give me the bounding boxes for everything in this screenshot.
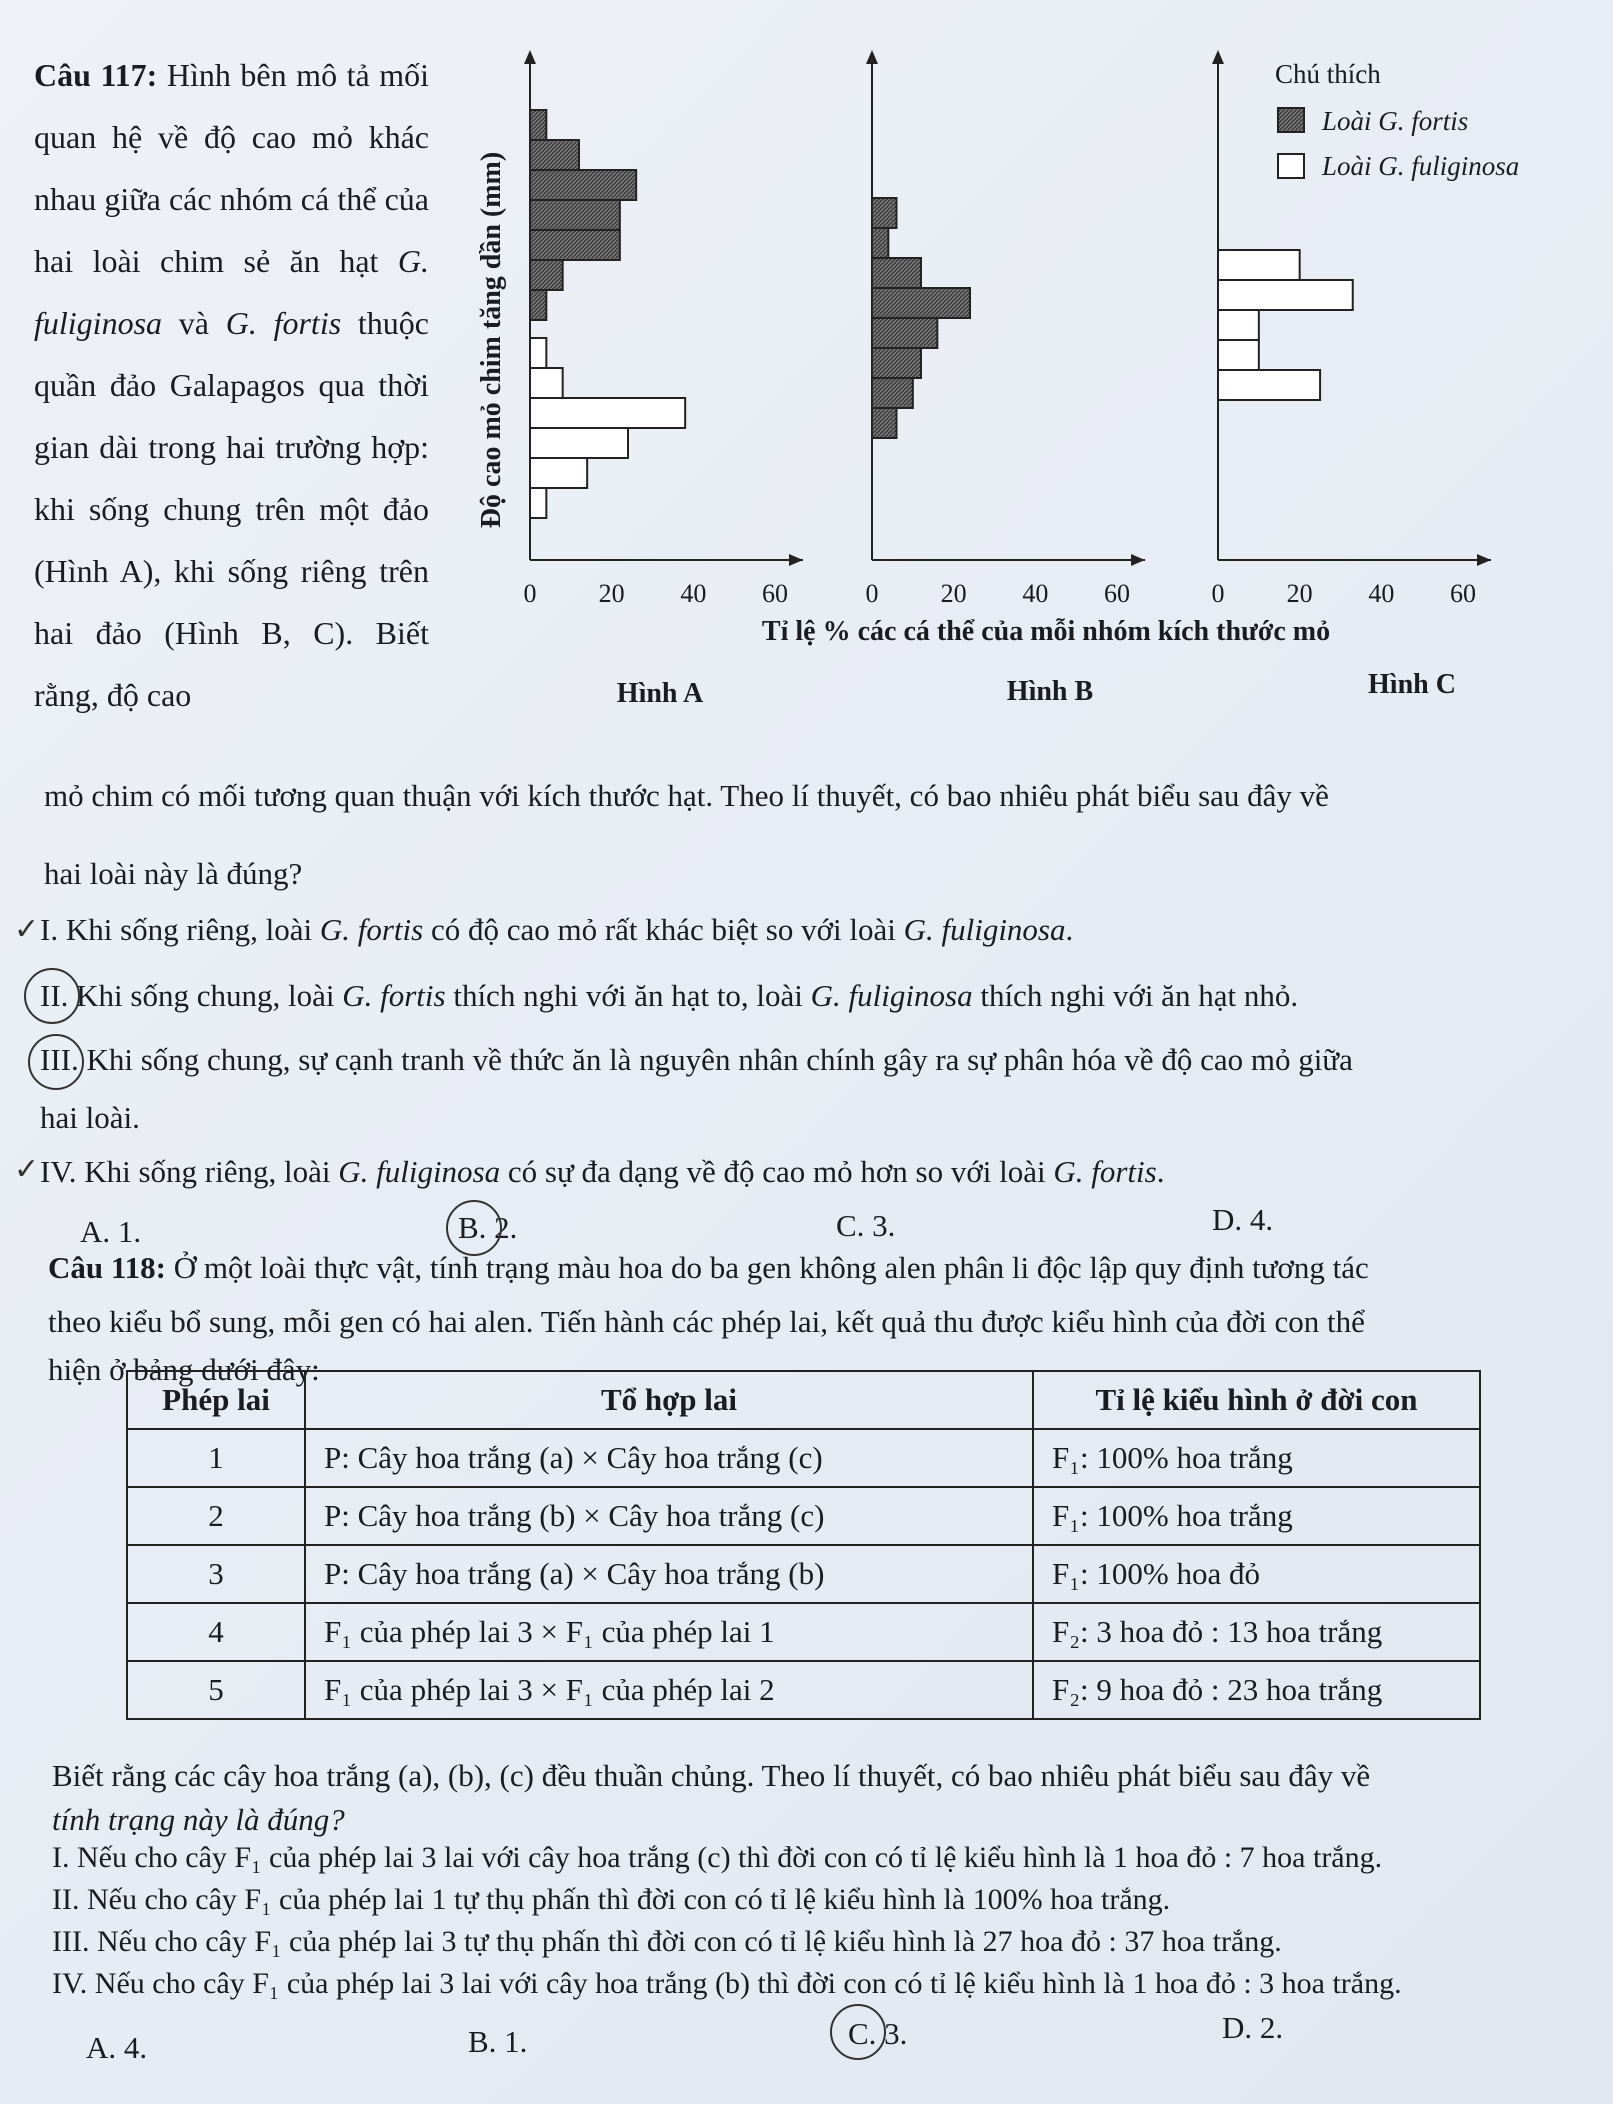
x-tick-label: 20 [598, 579, 625, 608]
histogram-bar [1218, 280, 1353, 310]
histogram-bar [530, 428, 628, 458]
x-tick-label: 40 [680, 579, 707, 608]
q117-statement-2 [40, 976, 1298, 1016]
panel-0-x-arrow [789, 554, 803, 566]
q117-s1-end: . [1065, 912, 1074, 947]
q117-s2-text: II. Khi sống chung, loài [40, 978, 343, 1013]
beak-depth-figure [440, 40, 1570, 720]
legend-label-fuliginosa: Loài G. fuliginosa [1322, 151, 1520, 181]
q118-statement-3: III. Nếu cho cây F₁ của phép lai 3 tự thụ phấn thì đời con có tỉ lệ kiểu hình là 27 hoa đỏ : 37 hoa trắng. [52, 1925, 1282, 1958]
histogram-bar [530, 170, 636, 200]
histogram-bar [530, 368, 563, 398]
table-row [127, 1603, 1480, 1661]
q118-line1 [48, 1248, 1369, 1288]
legend-swatch-fortis [1278, 108, 1304, 132]
histogram-bar [530, 488, 546, 518]
histogram-bar [1218, 340, 1259, 370]
histogram-bar [530, 140, 579, 170]
circle-mark-3 [28, 1034, 84, 1090]
q117-option-c[interactable]: C. 3. [836, 1208, 896, 1243]
x-tick-label: 40 [1368, 579, 1395, 608]
q117-intro [34, 44, 429, 726]
q117-s2-species-1: G. fortis [342, 978, 446, 1013]
table-header: Phép lai [127, 1371, 305, 1429]
panel-0-y-arrow [524, 50, 536, 64]
check-mark-4: ✓ [14, 1153, 40, 1186]
q118-option-c[interactable]: C. 3. [848, 2016, 908, 2051]
table-header: Tổ hợp lai [305, 1371, 1033, 1429]
histogram-bar [530, 260, 563, 290]
panel-1-y-arrow [866, 50, 878, 64]
q117-intro-text-2: và [162, 305, 226, 341]
table-cell: F₁: 100% hoa đỏ [1033, 1545, 1480, 1603]
q117-option-b[interactable]: B. 2. [458, 1210, 518, 1245]
beak-depth-histograms [440, 40, 1570, 720]
q118-option-a[interactable]: A. 4. [86, 2030, 148, 2065]
q118-after-2: tính trạng này là đúng? [52, 1802, 345, 1837]
table-cell: 1 [127, 1429, 305, 1487]
q118-statement-4: IV. Nếu cho cây F₁ của phép lai 3 lai với cây hoa trắng (b) thì đời con có tỉ lệ kiểu hình là 1 hoa đỏ : 3 hoa trắng. [52, 1967, 1402, 2000]
q117-option-d[interactable]: D. 4. [1212, 1202, 1274, 1237]
q118-number: Câu 118: [48, 1250, 166, 1285]
x-tick-label: 0 [865, 579, 879, 608]
histogram-bar [530, 230, 620, 260]
histogram-bar [872, 348, 921, 378]
panel-2-x-arrow [1477, 554, 1491, 566]
histogram-bar [1218, 370, 1320, 400]
legend-swatch-fuliginosa [1278, 154, 1304, 178]
table-cell: F₂: 9 hoa đỏ : 23 hoa trắng [1033, 1661, 1480, 1719]
table-cell: 3 [127, 1545, 305, 1603]
q117-s2-text-2: thích nghi với ăn hạt to, loài [445, 978, 811, 1013]
x-tick-label: 60 [762, 579, 788, 608]
circle-mark-2 [24, 968, 80, 1024]
q118-statement-1: I. Nếu cho cây F₁ của phép lai 3 lai với cây hoa trắng (c) thì đời con có tỉ lệ kiểu hình là 1 hoa đỏ : 7 hoa trắng. [52, 1841, 1383, 1874]
table-row [127, 1429, 1480, 1487]
histogram-bar [530, 338, 546, 368]
q117-species-fuliginosa: G. fuliginosa [34, 243, 429, 341]
histogram-bar [1218, 250, 1300, 280]
histogram-bar [530, 110, 546, 140]
q118-line3: hiện ở bảng dưới đây: [48, 1352, 320, 1387]
legend-title: Chú thích [1275, 59, 1381, 89]
q117-s1-species-2: G. fuliginosa [903, 912, 1066, 947]
table-cell: P: Cây hoa trắng (a) × Cây hoa trắng (b) [305, 1545, 1033, 1603]
q117-intro-end [34, 556, 42, 596]
histogram-bar [1218, 310, 1259, 340]
q117-line2: mỏ chim có mối tương quan thuận với kích thước hạt. Theo lí thuyết, có bao nhiêu phát biểu sau đây về [44, 778, 1329, 813]
cross-results-table [126, 1370, 1481, 1720]
y-axis-label: Độ cao mỏ chim tăng dần (mm) [476, 151, 507, 529]
q117-line3: hai loài này là đúng? [44, 856, 303, 891]
histogram-bar [872, 258, 921, 288]
legend-label-fortis: Loài G. fortis [1322, 106, 1469, 136]
histogram-bar [530, 398, 685, 428]
histogram-bar [872, 228, 888, 258]
q117-intro-text-1: Hình bên mô tả mối quan hệ về độ cao mỏ khác nhau giữa các nhóm cá thể của hai loài chim sẻ ăn hạt [34, 57, 430, 279]
table-cell: F₁ của phép lai 3 × F₁ của phép lai 2 [305, 1661, 1033, 1719]
q117-statement-3b: hai loài. [40, 1100, 140, 1135]
q117-s2-species-2: G. fuliginosa [810, 978, 973, 1013]
histogram-bar [530, 458, 587, 488]
q118-statement-2: II. Nếu cho cây F₁ của phép lai 1 tự thụ phấn thì đời con có tỉ lệ kiểu hình là 100% hoa trắng. [52, 1883, 1171, 1916]
table-cell: P: Cây hoa trắng (a) × Cây hoa trắng (c) [305, 1429, 1033, 1487]
panel-label-b: Hình B [1006, 676, 1094, 707]
x-tick-label: 20 [1286, 579, 1313, 608]
q117-s4-species-2: G. fortis [1053, 1154, 1157, 1189]
histogram-bar [872, 288, 970, 318]
panel-label-a: Hình A [616, 678, 704, 709]
histogram-bar [872, 408, 897, 438]
panel-2-y-arrow [1212, 50, 1224, 64]
histogram-bar [872, 378, 913, 408]
histogram-bar [530, 290, 546, 320]
q117-s4-text: IV. Khi sống riêng, loài [40, 1154, 339, 1189]
histogram-bar [872, 318, 937, 348]
table-header: Tỉ lệ kiểu hình ở đời con [1033, 1371, 1480, 1429]
table-cell: F₁ của phép lai 3 × F₁ của phép lai 1 [305, 1603, 1033, 1661]
q118-option-b[interactable]: B. 1. [468, 2024, 528, 2059]
q117-option-a[interactable]: A. 1. [80, 1214, 142, 1249]
table-row [127, 1661, 1480, 1719]
q117-s4-text-2: có sự đa dạng về độ cao mỏ hơn so với loài [500, 1154, 1054, 1189]
q117-s1-text-2: có độ cao mỏ rất khác biệt so với loài [423, 912, 904, 947]
x-tick-label: 20 [940, 579, 967, 608]
table-header-row [127, 1371, 1480, 1429]
table-cell: 2 [127, 1487, 305, 1545]
q118-line1-text: Ở một loài thực vật, tính trạng màu hoa do ba gen không alen phân li độc lập quy định tương tác [166, 1250, 1369, 1285]
x-axis-label: Tỉ lệ % các cá thể của mỗi nhóm kích thước mỏ [761, 616, 1331, 647]
q117-s4-species-1: G. fuliginosa [338, 1154, 501, 1189]
histogram-bar [872, 198, 897, 228]
q117-s4-end: . [1156, 1154, 1165, 1189]
x-tick-label: 40 [1022, 579, 1049, 608]
q117-number: Câu 117: [34, 57, 158, 93]
histogram-bar [530, 200, 620, 230]
answer-circle-c [830, 2004, 886, 2060]
x-tick-label: 60 [1104, 579, 1130, 608]
table-cell: F₁: 100% hoa trắng [1033, 1487, 1480, 1545]
q117-intro-text-3: thuộc quần đảo Galapagos qua thời gian dài trong hai trường hợp: khi sống chung trên một đảo (Hình A), khi sống riêng trên hai đảo (Hình B, C). Biết rằng, độ cao [34, 305, 429, 713]
q118-after-1: Biết rằng các cây hoa trắng (a), (b), (c) đều thuần chủng. Theo lí thuyết, có bao nhiêu phát biểu sau đây về [52, 1758, 1371, 1793]
q117-s1-species-1: G. fortis [319, 912, 424, 947]
table-cell: F₁: 100% hoa trắng [1033, 1429, 1480, 1487]
table-cell: 4 [127, 1603, 305, 1661]
q117-statement-3a: III. Khi sống chung, sự cạnh tranh về thức ăn là nguyên nhân chính gây ra sự phân hóa về độ cao mỏ giữa [40, 1042, 1353, 1077]
q117-s1-text: I. Khi sống riêng, loài [40, 912, 320, 947]
x-tick-label: 0 [1211, 579, 1225, 608]
q117-statement-1 [40, 910, 1073, 950]
panel-label-c: Hình C [1368, 669, 1456, 700]
q117-s2-end: thích nghi với ăn hạt nhỏ. [972, 978, 1299, 1013]
q118-line2: theo kiểu bổ sung, mỗi gen có hai alen. Tiến hành các phép lai, kết quả thu được kiểu hình của đời con thể [48, 1304, 1365, 1339]
x-tick-label: 60 [1450, 579, 1476, 608]
x-tick-label: 0 [523, 579, 537, 608]
check-mark-1: ✓ [14, 913, 40, 946]
q117-statement-4 [40, 1152, 1164, 1192]
table-cell: 5 [127, 1661, 305, 1719]
table-row [127, 1545, 1480, 1603]
q117-species-fortis: G. fortis [225, 305, 342, 341]
table-cell: F₂: 3 hoa đỏ : 13 hoa trắng [1033, 1603, 1480, 1661]
table-cell: P: Cây hoa trắng (b) × Cây hoa trắng (c) [305, 1487, 1033, 1545]
table-row [127, 1487, 1480, 1545]
panel-1-x-arrow [1131, 554, 1145, 566]
q118-option-d[interactable]: D. 2. [1222, 2010, 1284, 2045]
